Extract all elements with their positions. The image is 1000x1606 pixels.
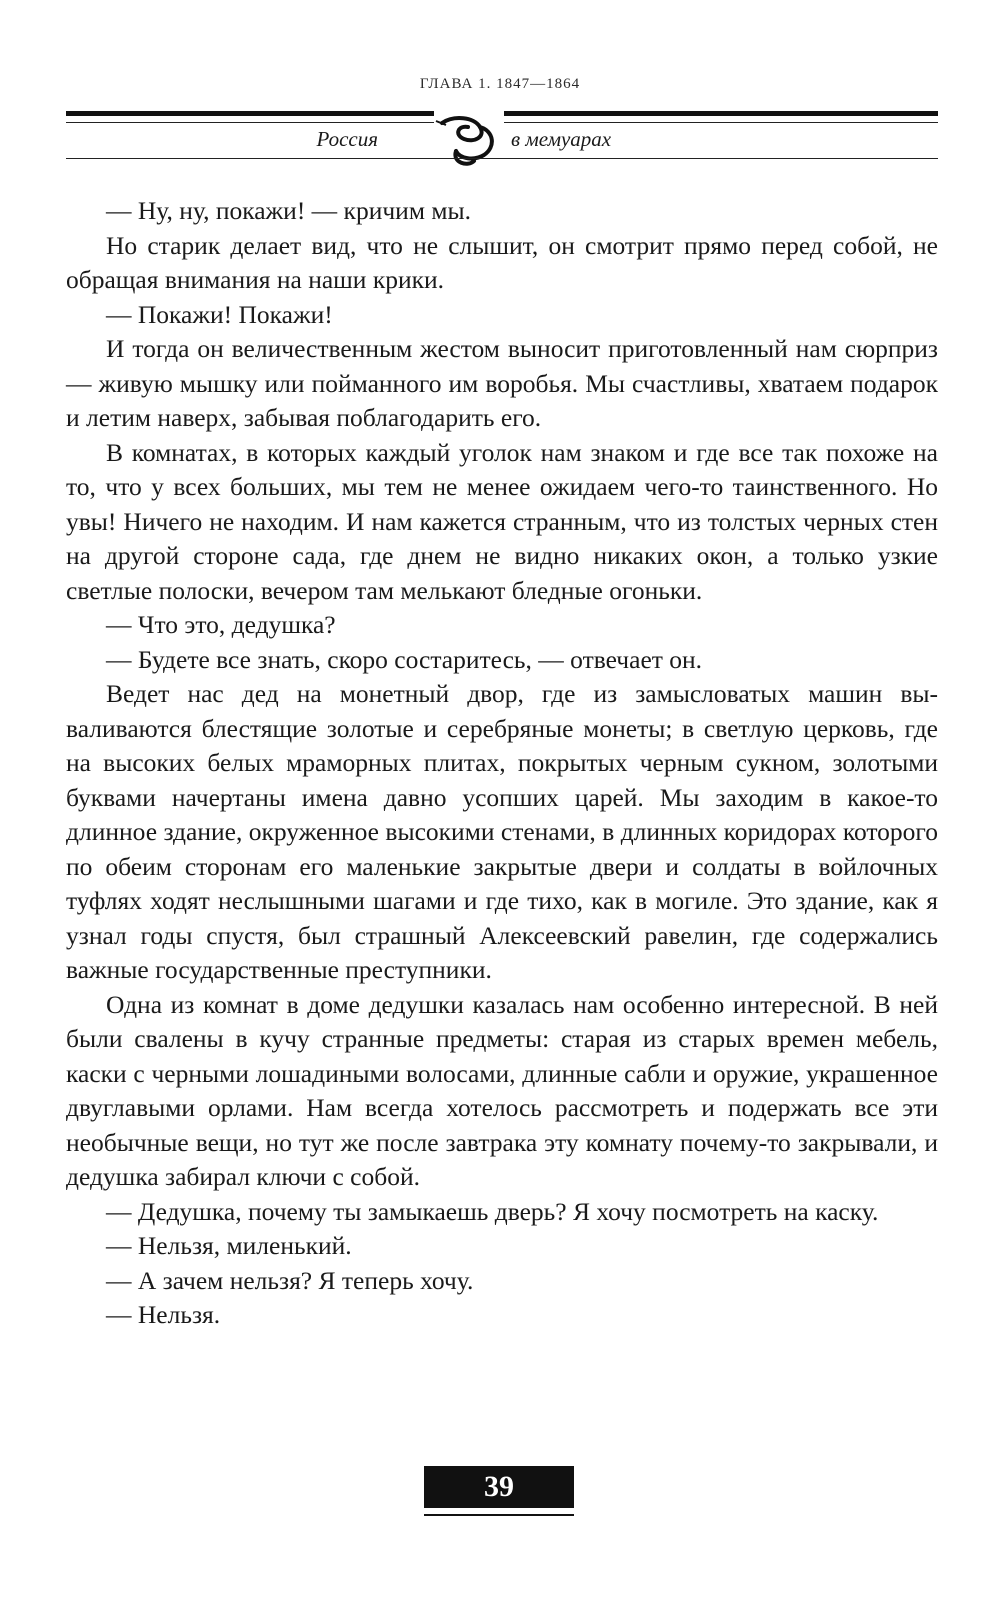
body-text (66, 194, 938, 1333)
series-band (66, 123, 938, 158)
paragraph: — Будете все знать, скоро состаритесь, — отвечает он. (106, 644, 703, 674)
paragraph: Ведет нас дед на монетный двор, где из замысловатых машин вываливаются блестящие золотые и серебряные монеты; в светлую церковь, где на высоких белых мраморных плитах, покрытых черным сукном, золотыми буквами начертаны имена давно усопших царей. Мы заходим в какое-то длинное здание, окруженное высокими стенами, в длинных коридорах которого по обеим сторонам его маленькие закрытые двери и солдаты в войлочных туфлях ходят неслышными шагами и где тихо, как в могиле. Это здание, как я узнал годы спустя, был страшный Алексеевский равелин, где содержались важные государственные преступники. (66, 679, 938, 984)
header-rule-bottom (66, 158, 938, 159)
paragraph: Но старик делает вид, что не слышит, он смотрит прямо перед собой, не обращая внимания на наши крики. (66, 230, 938, 294)
page-number: 39 (424, 1466, 574, 1508)
series-title-left: Россия (316, 127, 378, 151)
running-head: ГЛАВА 1. 1847—1864 (419, 76, 581, 92)
paragraph: — Нельзя. (106, 1300, 221, 1329)
paragraph: Одна из комнат в доме дедушки казалась нам особенно интересной. В ней были свалены в кучу странные предметы: старая из старых времен мебель, каски с черными лошадиными волосами, длинные сабли и оружие, украшенное двуглавыми орлами. Нам всегда хотелось рассмотреть и подержать все эти необычные вещи, но тут же после завтрака эту комнату почему-то закрывали, и дедушка забирал ключи с собой. (66, 989, 938, 1191)
paragraph: — Нельзя, миленький. (106, 1231, 352, 1260)
paragraph: И тогда он величественным жестом выносит приготовленный нам сюрприз — живую мышку или пойманного им воробья. Мы счастливы, хватаем подарок и летим наверх, забывая поблагодарить его. (66, 334, 938, 432)
paragraph: — Покажи! Покажи! (106, 299, 333, 329)
curl-ornament-icon (434, 111, 504, 169)
paragraph: В комнатах, в которых каждый уголок нам знаком и где все так похоже на то, что у всех больших, мы тем не менее ожидаем чего-то таинственного. Но увы! Ничего не находим. И нам кажется странным, что из толстых черных стен на другой стороне сада, где днем не видно никаких окон, а только узкие светлые полоски, вечером там мелькают бледные огоньки. (66, 437, 938, 605)
page-number-rule (424, 1514, 574, 1516)
series-title-right: в мемуарах (511, 127, 612, 151)
paragraph: — Что это, дедушка? (106, 610, 336, 639)
paragraph: — Ну, ну, покажи! — кричим мы. (106, 196, 471, 225)
paragraph: — А зачем нельзя? Я теперь хочу. (106, 1265, 474, 1295)
paragraph: — Дедушка, почему ты замыкаешь дверь? Я хочу посмотреть на каску. (106, 1196, 879, 1226)
